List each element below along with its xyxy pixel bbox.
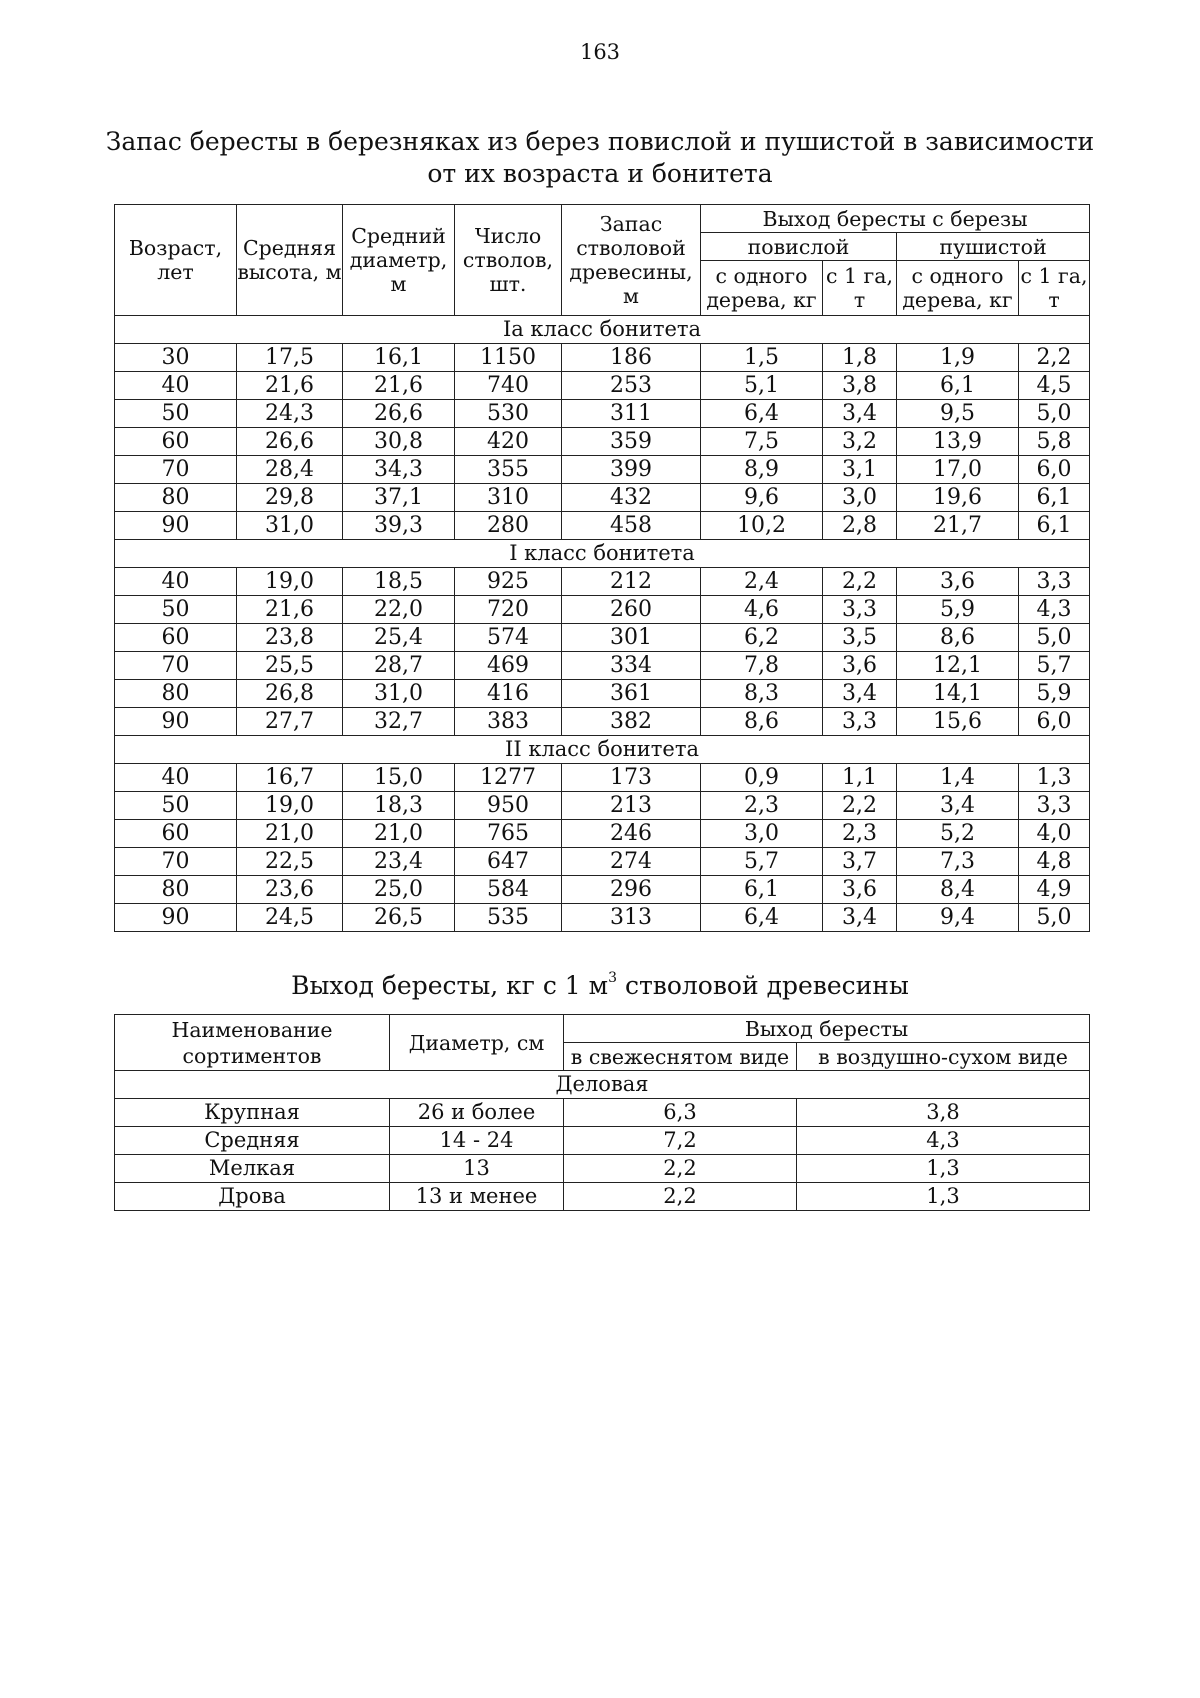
table-cell: 311 xyxy=(562,400,701,428)
header-name: Наименование сортиментов xyxy=(115,1015,390,1071)
table-row xyxy=(115,904,1090,932)
table-cell: 186 xyxy=(562,344,701,372)
table-cell: 3,4 xyxy=(897,792,1019,820)
table-cell: 3,3 xyxy=(823,596,897,624)
table-cell: 6,4 xyxy=(701,904,823,932)
table-cell: 458 xyxy=(562,512,701,540)
table-cell: 382 xyxy=(562,708,701,736)
section-row xyxy=(115,736,1090,764)
table-cell: 13 и менее xyxy=(390,1183,564,1211)
table-cell: 9,6 xyxy=(701,484,823,512)
table-cell: 399 xyxy=(562,456,701,484)
table-cell: 3,4 xyxy=(823,904,897,932)
table-cell: 355 xyxy=(455,456,562,484)
table-cell: 32,7 xyxy=(343,708,455,736)
table-cell: 2,2 xyxy=(564,1155,797,1183)
table-cell: 30 xyxy=(115,344,237,372)
table-cell: 6,0 xyxy=(1019,456,1090,484)
table-cell: 6,3 xyxy=(564,1099,797,1127)
table-cell: Дрова xyxy=(115,1183,390,1211)
table-cell: 80 xyxy=(115,484,237,512)
table-cell: 90 xyxy=(115,904,237,932)
table-cell: 1,3 xyxy=(797,1155,1090,1183)
table-cell: 60 xyxy=(115,820,237,848)
table-row xyxy=(115,344,1090,372)
table-cell: 9,4 xyxy=(897,904,1019,932)
table-cell: 2,2 xyxy=(823,792,897,820)
header-pushistaya: пушистой xyxy=(897,233,1090,261)
table-row xyxy=(115,876,1090,904)
table-cell: 647 xyxy=(455,848,562,876)
table-cell: 950 xyxy=(455,792,562,820)
table-cell: 1,3 xyxy=(797,1183,1090,1211)
table-cell: 31,0 xyxy=(343,680,455,708)
table-cell: 40 xyxy=(115,372,237,400)
table2-title-main: Выход бересты, кг с 1 м xyxy=(291,971,609,1000)
table-cell: 10,2 xyxy=(701,512,823,540)
table-cell: 310 xyxy=(455,484,562,512)
table-cell: 432 xyxy=(562,484,701,512)
table-cell: 5,2 xyxy=(897,820,1019,848)
table-cell: 1,5 xyxy=(701,344,823,372)
table-cell: 253 xyxy=(562,372,701,400)
table-cell: 1,9 xyxy=(897,344,1019,372)
section-row xyxy=(115,540,1090,568)
table-row xyxy=(115,624,1090,652)
section-label: II класс бонитета xyxy=(115,736,1090,764)
header-fresh: в свежеснятом виде xyxy=(564,1043,797,1071)
table-cell: 469 xyxy=(455,652,562,680)
table-cell: 5,9 xyxy=(1019,680,1090,708)
table-cell: 213 xyxy=(562,792,701,820)
table-cell: 21,0 xyxy=(237,820,343,848)
table-cell: 3,0 xyxy=(701,820,823,848)
table-cell: 8,9 xyxy=(701,456,823,484)
table-cell: 21,7 xyxy=(897,512,1019,540)
table-cell: 29,8 xyxy=(237,484,343,512)
table-cell: 15,6 xyxy=(897,708,1019,736)
table-cell: 24,5 xyxy=(237,904,343,932)
table-cell: 8,6 xyxy=(701,708,823,736)
table-row xyxy=(115,1127,1090,1155)
table-cell: 584 xyxy=(455,876,562,904)
table-cell: 60 xyxy=(115,428,237,456)
table-cell: 90 xyxy=(115,512,237,540)
header-diameter: Средний диаметр, м xyxy=(343,205,455,316)
table-row xyxy=(115,1099,1090,1127)
table-cell: 173 xyxy=(562,764,701,792)
header-diameter-cm: Диаметр, см xyxy=(390,1015,564,1071)
table-cell: 3,1 xyxy=(823,456,897,484)
table-cell: Крупная xyxy=(115,1099,390,1127)
table-cell: Средняя xyxy=(115,1127,390,1155)
table-cell: 416 xyxy=(455,680,562,708)
table-cell: 17,5 xyxy=(237,344,343,372)
section-row xyxy=(115,316,1090,344)
table-cell: 6,1 xyxy=(1019,512,1090,540)
table-cell: 16,7 xyxy=(237,764,343,792)
table2-title xyxy=(100,970,1100,1002)
header-povislaya-per-ha: с 1 га, т xyxy=(823,261,897,316)
table-cell: 70 xyxy=(115,848,237,876)
table-cell: 23,6 xyxy=(237,876,343,904)
table-cell: 359 xyxy=(562,428,701,456)
table-cell: 3,0 xyxy=(823,484,897,512)
table-cell: 80 xyxy=(115,876,237,904)
table-cell: 4,3 xyxy=(797,1127,1090,1155)
table-cell: 334 xyxy=(562,652,701,680)
table-cell: 3,6 xyxy=(897,568,1019,596)
table-row xyxy=(115,708,1090,736)
table-cell: 3,4 xyxy=(823,680,897,708)
table-cell: 3,8 xyxy=(823,372,897,400)
table-cell: 4,0 xyxy=(1019,820,1090,848)
table-cell: 313 xyxy=(562,904,701,932)
table-cell: 1,8 xyxy=(823,344,897,372)
table-cell: 24,3 xyxy=(237,400,343,428)
table-cell: 2,2 xyxy=(1019,344,1090,372)
table-cell: 6,1 xyxy=(1019,484,1090,512)
table-cell: 13,9 xyxy=(897,428,1019,456)
table-cell: 26,6 xyxy=(343,400,455,428)
header-dry: в воздушно-сухом виде xyxy=(797,1043,1090,1071)
table-cell: 25,5 xyxy=(237,652,343,680)
table-cell: 1277 xyxy=(455,764,562,792)
header-povislaya: повислой xyxy=(701,233,897,261)
table-row xyxy=(115,820,1090,848)
section-label: Iа класс бонитета xyxy=(115,316,1090,344)
table-cell: 7,8 xyxy=(701,652,823,680)
table-cell: 37,1 xyxy=(343,484,455,512)
table-cell: 6,1 xyxy=(701,876,823,904)
table-cell: 18,3 xyxy=(343,792,455,820)
table-cell: 80 xyxy=(115,680,237,708)
table-row xyxy=(115,568,1090,596)
table-cell: 383 xyxy=(455,708,562,736)
table-cell: 7,3 xyxy=(897,848,1019,876)
table-cell: 60 xyxy=(115,624,237,652)
header-bark-yield: Выход бересты xyxy=(564,1015,1090,1043)
table-cell: 22,5 xyxy=(237,848,343,876)
bark-yield-table xyxy=(114,1014,1090,1211)
page-number: 163 xyxy=(579,40,621,64)
table-cell: 3,6 xyxy=(823,876,897,904)
table-cell: 3,7 xyxy=(823,848,897,876)
table-row xyxy=(115,596,1090,624)
table-cell: 361 xyxy=(562,680,701,708)
table-cell: 0,9 xyxy=(701,764,823,792)
birch-bark-stock-table xyxy=(114,204,1090,932)
table-cell: 8,6 xyxy=(897,624,1019,652)
table-cell: 535 xyxy=(455,904,562,932)
table-cell: 5,0 xyxy=(1019,624,1090,652)
table-cell: 1150 xyxy=(455,344,562,372)
table-cell: 21,6 xyxy=(343,372,455,400)
table-cell: 1,4 xyxy=(897,764,1019,792)
table-cell: 740 xyxy=(455,372,562,400)
table-cell: 3,4 xyxy=(823,400,897,428)
table-row xyxy=(115,1155,1090,1183)
table-cell: 5,0 xyxy=(1019,400,1090,428)
table-cell: 27,7 xyxy=(237,708,343,736)
table-cell: 8,3 xyxy=(701,680,823,708)
header-pushistaya-per-tree: с одного дерева, кг xyxy=(897,261,1019,316)
table-cell: 21,6 xyxy=(237,372,343,400)
table-row xyxy=(115,792,1090,820)
table1-title: Запас бересты в березняках из берез повислой и пушистой в зависимости от их возраста и бонитета xyxy=(105,127,1095,188)
table-cell: 3,3 xyxy=(823,708,897,736)
table-cell: 19,0 xyxy=(237,792,343,820)
header-age: Возраст, лет xyxy=(115,205,237,316)
table-row xyxy=(115,652,1090,680)
header-yield: Выход бересты с березы xyxy=(701,205,1090,233)
table-cell: 6,2 xyxy=(701,624,823,652)
table2-title-rest: стволовой древесины xyxy=(617,971,909,1000)
table-cell: 14,1 xyxy=(897,680,1019,708)
header-stock: Запас стволовой древесины, м xyxy=(562,205,701,316)
table-cell: 22,0 xyxy=(343,596,455,624)
table-cell: 2,3 xyxy=(701,792,823,820)
table-cell: 12,1 xyxy=(897,652,1019,680)
table-cell: 40 xyxy=(115,764,237,792)
table-cell: 50 xyxy=(115,400,237,428)
table-cell: 14 - 24 xyxy=(390,1127,564,1155)
table-cell: 274 xyxy=(562,848,701,876)
table-cell: 4,3 xyxy=(1019,596,1090,624)
table-cell: 70 xyxy=(115,652,237,680)
table-cell: 23,4 xyxy=(343,848,455,876)
table-cell: 5,8 xyxy=(1019,428,1090,456)
header-height: Средняя высота, м xyxy=(237,205,343,316)
header-povislaya-per-tree: с одного дерева, кг xyxy=(701,261,823,316)
table-cell: 720 xyxy=(455,596,562,624)
table-cell: 21,6 xyxy=(237,596,343,624)
table-cell: 301 xyxy=(562,624,701,652)
table2-title-sup: 3 xyxy=(608,970,617,986)
table-cell: 26 и более xyxy=(390,1099,564,1127)
table-cell: 16,1 xyxy=(343,344,455,372)
table-cell: 280 xyxy=(455,512,562,540)
table-cell: 23,8 xyxy=(237,624,343,652)
table-cell: 31,0 xyxy=(237,512,343,540)
table-cell: 26,8 xyxy=(237,680,343,708)
header-stems: Число стволов, шт. xyxy=(455,205,562,316)
table-row xyxy=(115,512,1090,540)
table-row xyxy=(115,400,1090,428)
table-cell: 530 xyxy=(455,400,562,428)
table-row xyxy=(115,484,1090,512)
header-pushistaya-per-ha: с 1 га, т xyxy=(1019,261,1090,316)
table-cell: 3,3 xyxy=(1019,568,1090,596)
table-cell: 5,7 xyxy=(1019,652,1090,680)
table-cell: 19,0 xyxy=(237,568,343,596)
table-cell: 574 xyxy=(455,624,562,652)
table-cell: 7,2 xyxy=(564,1127,797,1155)
table-cell: 925 xyxy=(455,568,562,596)
table-cell: 4,5 xyxy=(1019,372,1090,400)
table-row xyxy=(115,456,1090,484)
table-cell: 39,3 xyxy=(343,512,455,540)
table-cell: 40 xyxy=(115,568,237,596)
table-cell: 296 xyxy=(562,876,701,904)
table-cell: 2,2 xyxy=(823,568,897,596)
table-cell: 5,1 xyxy=(701,372,823,400)
table-cell: 25,0 xyxy=(343,876,455,904)
table-cell: 246 xyxy=(562,820,701,848)
table-row xyxy=(115,1183,1090,1211)
table-cell: 28,4 xyxy=(237,456,343,484)
table-cell: 21,0 xyxy=(343,820,455,848)
table-cell: 34,3 xyxy=(343,456,455,484)
table-cell: 25,4 xyxy=(343,624,455,652)
table-cell: 2,2 xyxy=(564,1183,797,1211)
table-cell: 4,9 xyxy=(1019,876,1090,904)
table-cell: 17,0 xyxy=(897,456,1019,484)
table-cell: 212 xyxy=(562,568,701,596)
table-cell: 13 xyxy=(390,1155,564,1183)
table-cell: 5,7 xyxy=(701,848,823,876)
table-cell: 70 xyxy=(115,456,237,484)
table-cell: 765 xyxy=(455,820,562,848)
table-cell: 26,6 xyxy=(237,428,343,456)
table-row xyxy=(115,428,1090,456)
table-cell: 2,4 xyxy=(701,568,823,596)
table-cell: 2,8 xyxy=(823,512,897,540)
table-cell: 2,3 xyxy=(823,820,897,848)
table-cell: 1,1 xyxy=(823,764,897,792)
table-cell: 18,5 xyxy=(343,568,455,596)
table-cell: 30,8 xyxy=(343,428,455,456)
table-cell: 26,5 xyxy=(343,904,455,932)
table-row xyxy=(115,848,1090,876)
table-cell: 8,4 xyxy=(897,876,1019,904)
section-row: Деловая xyxy=(115,1071,1090,1099)
table-cell: 3,2 xyxy=(823,428,897,456)
table-cell: 28,7 xyxy=(343,652,455,680)
table-cell: 6,1 xyxy=(897,372,1019,400)
table-cell: 50 xyxy=(115,596,237,624)
table-cell: 90 xyxy=(115,708,237,736)
table-cell: 19,6 xyxy=(897,484,1019,512)
section-label: I класс бонитета xyxy=(115,540,1090,568)
table-cell: 420 xyxy=(455,428,562,456)
table-cell: 260 xyxy=(562,596,701,624)
table-row xyxy=(115,764,1090,792)
table-cell: 3,5 xyxy=(823,624,897,652)
table-cell: 7,5 xyxy=(701,428,823,456)
table-cell: 15,0 xyxy=(343,764,455,792)
table-row xyxy=(115,372,1090,400)
table-cell: 5,0 xyxy=(1019,904,1090,932)
table-cell: 5,9 xyxy=(897,596,1019,624)
table-cell: 6,4 xyxy=(701,400,823,428)
table-cell: 3,8 xyxy=(797,1099,1090,1127)
table-row xyxy=(115,680,1090,708)
table-cell: Мелкая xyxy=(115,1155,390,1183)
table-cell: 4,8 xyxy=(1019,848,1090,876)
table-cell: 3,6 xyxy=(823,652,897,680)
table-cell: 50 xyxy=(115,792,237,820)
table-cell: 4,6 xyxy=(701,596,823,624)
table-cell: 6,0 xyxy=(1019,708,1090,736)
table-cell: 1,3 xyxy=(1019,764,1090,792)
table-cell: 3,3 xyxy=(1019,792,1090,820)
table-cell: 9,5 xyxy=(897,400,1019,428)
